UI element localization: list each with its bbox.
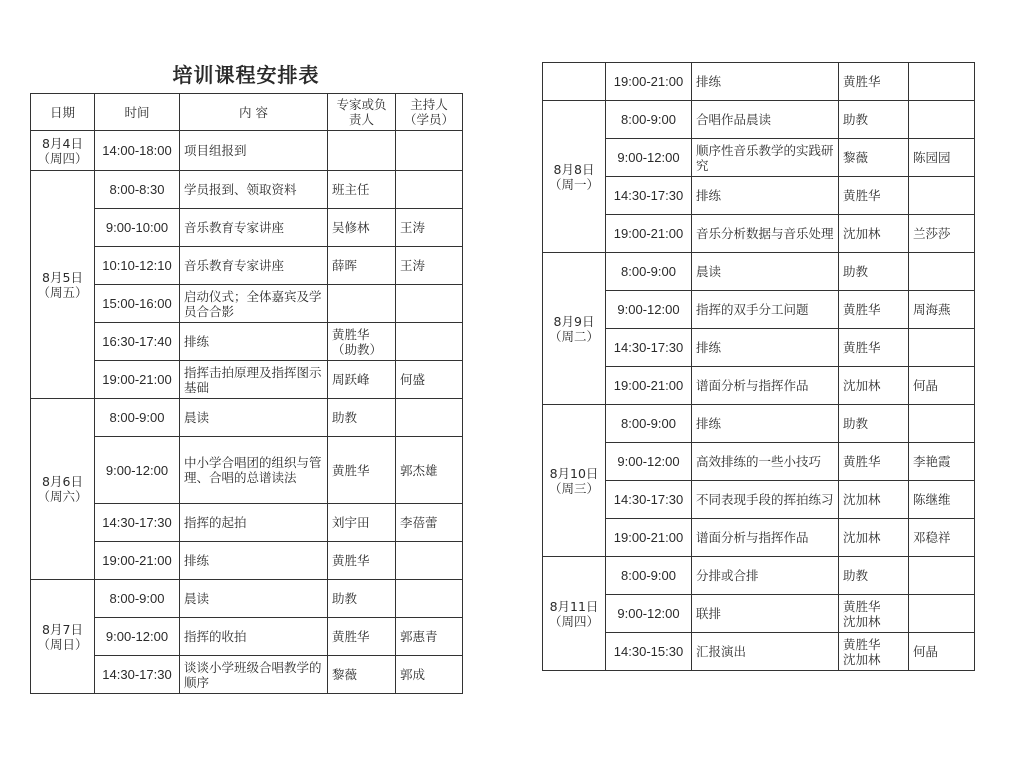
table-row bbox=[31, 437, 463, 504]
time-cell: 19:00-21:00 bbox=[606, 63, 692, 101]
host-cell bbox=[396, 171, 463, 209]
time-cell: 9:00-12:00 bbox=[606, 291, 692, 329]
host-cell: 周海燕 bbox=[909, 291, 975, 329]
expert-cell: 黄胜华 bbox=[839, 177, 909, 215]
expert-cell: 沈加林 bbox=[839, 367, 909, 405]
table-row bbox=[543, 215, 975, 253]
date-cell bbox=[31, 580, 95, 694]
content-cell: 音乐教育专家讲座 bbox=[180, 209, 328, 247]
time-cell: 8:00-9:00 bbox=[606, 405, 692, 443]
expert-cell: 黄胜华 沈加林 bbox=[839, 633, 909, 671]
expert-cell: 黄胜华 bbox=[839, 443, 909, 481]
time-cell: 8:00-9:00 bbox=[95, 399, 180, 437]
date-label: 8月9日 bbox=[553, 313, 595, 329]
expert-cell: 沈加林 bbox=[839, 215, 909, 253]
expert-cell: 助教 bbox=[328, 580, 396, 618]
content-cell: 不同表现手段的挥拍练习 bbox=[692, 481, 839, 519]
header-host: 主持人 （学员） bbox=[396, 94, 463, 131]
host-cell: 邓稳祥 bbox=[909, 519, 975, 557]
weekday-label: （周六） bbox=[37, 489, 88, 504]
host-cell bbox=[909, 595, 975, 633]
host-cell: 陈继维 bbox=[909, 481, 975, 519]
content-cell: 高效排练的一些小技巧 bbox=[692, 443, 839, 481]
expert-cell: 黄胜华 bbox=[328, 437, 396, 504]
content-cell: 音乐分析数据与音乐处理 bbox=[692, 215, 839, 253]
table-row bbox=[543, 253, 975, 291]
expert-cell: 沈加林 bbox=[839, 519, 909, 557]
host-cell: 兰莎莎 bbox=[909, 215, 975, 253]
date-label: 8月5日 bbox=[42, 269, 83, 285]
host-cell bbox=[909, 253, 975, 291]
table-row bbox=[31, 361, 463, 399]
host-cell: 何晶 bbox=[909, 367, 975, 405]
host-cell bbox=[909, 101, 975, 139]
content-cell: 音乐教育专家讲座 bbox=[180, 247, 328, 285]
expert-cell: 刘宇田 bbox=[328, 504, 396, 542]
date-label: 8月7日 bbox=[42, 621, 83, 637]
content-cell: 排练 bbox=[180, 542, 328, 580]
table-title: 培训课程安排表 bbox=[172, 63, 320, 87]
time-cell: 14:30-17:30 bbox=[606, 329, 692, 367]
header-time: 时间 bbox=[95, 94, 180, 131]
time-cell: 19:00-21:00 bbox=[606, 519, 692, 557]
weekday-label: （周二） bbox=[548, 328, 599, 344]
expert-cell: 助教 bbox=[328, 399, 396, 437]
host-cell: 李蓓蕾 bbox=[396, 504, 463, 542]
table-row bbox=[543, 405, 975, 443]
expert-cell: 助教 bbox=[839, 101, 909, 139]
header-row bbox=[31, 94, 463, 131]
content-cell: 谈谈小学班级合唱教学的顺序 bbox=[180, 656, 328, 694]
content-cell: 指挥的双手分工问题 bbox=[692, 291, 839, 329]
host-cell: 何盛 bbox=[396, 361, 463, 399]
time-cell: 19:00-21:00 bbox=[95, 361, 180, 399]
expert-cell: 黎薇 bbox=[839, 139, 909, 177]
expert-cell bbox=[328, 285, 396, 323]
table-row bbox=[31, 171, 463, 209]
host-cell: 何晶 bbox=[909, 633, 975, 671]
date-label: 8月8日 bbox=[553, 161, 595, 177]
expert-cell: 黄胜华 bbox=[839, 291, 909, 329]
time-cell: 8:00-9:00 bbox=[95, 580, 180, 618]
host-cell bbox=[396, 285, 463, 323]
host-cell bbox=[396, 542, 463, 580]
time-cell: 8:00-9:00 bbox=[606, 253, 692, 291]
host-cell: 陈园园 bbox=[909, 139, 975, 177]
header-date: 日期 bbox=[31, 94, 95, 131]
expert-cell: 黄胜华 bbox=[839, 329, 909, 367]
content-cell: 排练 bbox=[692, 405, 839, 443]
table-row bbox=[543, 367, 975, 405]
table-row bbox=[543, 443, 975, 481]
host-cell bbox=[396, 323, 463, 361]
host-cell: 王涛 bbox=[396, 209, 463, 247]
host-cell: 郭惠青 bbox=[396, 618, 463, 656]
table-row bbox=[543, 519, 975, 557]
expert-cell: 助教 bbox=[839, 557, 909, 595]
schedule-table-left bbox=[30, 93, 463, 694]
time-cell: 9:00-12:00 bbox=[606, 595, 692, 633]
host-cell bbox=[909, 557, 975, 595]
time-cell: 8:00-8:30 bbox=[95, 171, 180, 209]
date-cell bbox=[543, 101, 606, 253]
content-cell: 顺序性音乐教学的实践研究 bbox=[692, 139, 839, 177]
host-cell bbox=[396, 580, 463, 618]
time-cell: 14:30-17:30 bbox=[95, 504, 180, 542]
expert-cell: 吴修林 bbox=[328, 209, 396, 247]
time-cell: 9:00-12:00 bbox=[606, 139, 692, 177]
expert-cell: 沈加林 bbox=[839, 481, 909, 519]
expert-cell: 助教 bbox=[839, 253, 909, 291]
host-cell bbox=[396, 131, 463, 171]
expert-cell: 周跃峰 bbox=[328, 361, 396, 399]
expert-cell: 黄胜华 沈加林 bbox=[839, 595, 909, 633]
table-row bbox=[543, 595, 975, 633]
table-row bbox=[31, 542, 463, 580]
weekday-label: （周三） bbox=[548, 480, 599, 496]
table-row bbox=[31, 504, 463, 542]
table-row bbox=[543, 177, 975, 215]
content-cell: 联排 bbox=[692, 595, 839, 633]
content-cell: 启动仪式；全体嘉宾及学员合合影 bbox=[180, 285, 328, 323]
table-row bbox=[31, 656, 463, 694]
expert-cell: 黎薇 bbox=[328, 656, 396, 694]
host-cell: 王涛 bbox=[396, 247, 463, 285]
content-cell: 指挥的收拍 bbox=[180, 618, 328, 656]
host-cell bbox=[909, 63, 975, 101]
weekday-label: （周五） bbox=[37, 284, 88, 300]
table-row bbox=[31, 580, 463, 618]
content-cell: 学员报到、领取资料 bbox=[180, 171, 328, 209]
date-cell bbox=[31, 131, 95, 171]
time-cell: 9:00-12:00 bbox=[95, 437, 180, 504]
content-cell: 汇报演出 bbox=[692, 633, 839, 671]
content-cell: 晨读 bbox=[180, 580, 328, 618]
table-row bbox=[543, 633, 975, 671]
expert-cell: 黄胜华 bbox=[328, 618, 396, 656]
time-cell: 14:30-17:30 bbox=[606, 177, 692, 215]
time-cell: 19:00-21:00 bbox=[95, 542, 180, 580]
date-cell bbox=[31, 399, 95, 580]
date-label: 8月11日 bbox=[549, 598, 599, 614]
table-row bbox=[543, 101, 975, 139]
content-cell: 指挥的起拍 bbox=[180, 504, 328, 542]
table-row bbox=[31, 399, 463, 437]
date-cell bbox=[543, 405, 606, 557]
table-row bbox=[543, 329, 975, 367]
content-cell: 排练 bbox=[692, 177, 839, 215]
content-cell: 中小学合唱团的组织与管理、合唱的总谱读法 bbox=[180, 437, 328, 504]
weekday-label: （周四） bbox=[37, 150, 88, 166]
table-row bbox=[31, 285, 463, 323]
date-cell bbox=[543, 253, 606, 405]
content-cell: 指挥击拍原理及指挥图示基础 bbox=[180, 361, 328, 399]
table-row bbox=[31, 209, 463, 247]
table-row bbox=[31, 247, 463, 285]
content-cell: 排练 bbox=[692, 329, 839, 367]
weekday-label: （周一） bbox=[548, 176, 599, 192]
content-cell: 晨读 bbox=[180, 399, 328, 437]
date-cell bbox=[543, 557, 606, 671]
table-row bbox=[31, 323, 463, 361]
host-cell: 李艳霞 bbox=[909, 443, 975, 481]
time-cell: 14:00-18:00 bbox=[95, 131, 180, 171]
time-cell: 9:00-10:00 bbox=[95, 209, 180, 247]
time-cell: 10:10-12:10 bbox=[95, 247, 180, 285]
weekday-label: （周四） bbox=[548, 613, 599, 629]
table-row bbox=[543, 139, 975, 177]
host-cell: 郭杰雄 bbox=[396, 437, 463, 504]
date-cell bbox=[543, 63, 606, 101]
expert-cell bbox=[328, 131, 396, 171]
time-cell: 14:30-17:30 bbox=[606, 481, 692, 519]
header-expert: 专家或负 责人 bbox=[328, 94, 396, 131]
expert-cell: 班主任 bbox=[328, 171, 396, 209]
content-cell: 排练 bbox=[692, 63, 839, 101]
date-label: 8月10日 bbox=[549, 465, 599, 481]
content-cell: 谱面分析与指挥作品 bbox=[692, 519, 839, 557]
expert-cell: 黄胜华 bbox=[839, 63, 909, 101]
host-cell: 郭成 bbox=[396, 656, 463, 694]
host-cell bbox=[909, 177, 975, 215]
time-cell: 19:00-21:00 bbox=[606, 215, 692, 253]
table-row bbox=[543, 481, 975, 519]
content-cell: 谱面分析与指挥作品 bbox=[692, 367, 839, 405]
table-row bbox=[543, 557, 975, 595]
content-cell: 晨读 bbox=[692, 253, 839, 291]
date-label: 8月6日 bbox=[42, 474, 83, 489]
time-cell: 9:00-12:00 bbox=[95, 618, 180, 656]
content-cell: 分排或合排 bbox=[692, 557, 839, 595]
expert-cell: 助教 bbox=[839, 405, 909, 443]
date-cell bbox=[31, 171, 95, 399]
time-cell: 9:00-12:00 bbox=[606, 443, 692, 481]
host-cell bbox=[909, 405, 975, 443]
time-cell: 14:30-17:30 bbox=[95, 656, 180, 694]
header-content: 内 容 bbox=[180, 94, 328, 131]
time-cell: 14:30-15:30 bbox=[606, 633, 692, 671]
weekday-label: （周日） bbox=[37, 636, 88, 652]
host-cell bbox=[396, 399, 463, 437]
table-row bbox=[543, 63, 975, 101]
schedule-table-right bbox=[542, 62, 975, 671]
expert-cell: 黄胜华 bbox=[328, 542, 396, 580]
time-cell: 8:00-9:00 bbox=[606, 557, 692, 595]
time-cell: 8:00-9:00 bbox=[606, 101, 692, 139]
table-row bbox=[543, 291, 975, 329]
time-cell: 15:00-16:00 bbox=[95, 285, 180, 323]
content-cell: 合唱作品晨读 bbox=[692, 101, 839, 139]
host-cell bbox=[909, 329, 975, 367]
expert-cell: 薛晖 bbox=[328, 247, 396, 285]
content-cell: 排练 bbox=[180, 323, 328, 361]
time-cell: 16:30-17:40 bbox=[95, 323, 180, 361]
table-row bbox=[31, 618, 463, 656]
time-cell: 19:00-21:00 bbox=[606, 367, 692, 405]
date-label: 8月4日 bbox=[42, 135, 83, 151]
content-cell: 项目组报到 bbox=[180, 131, 328, 171]
table-row bbox=[31, 131, 463, 171]
expert-cell: 黄胜华 （助教） bbox=[328, 323, 396, 361]
